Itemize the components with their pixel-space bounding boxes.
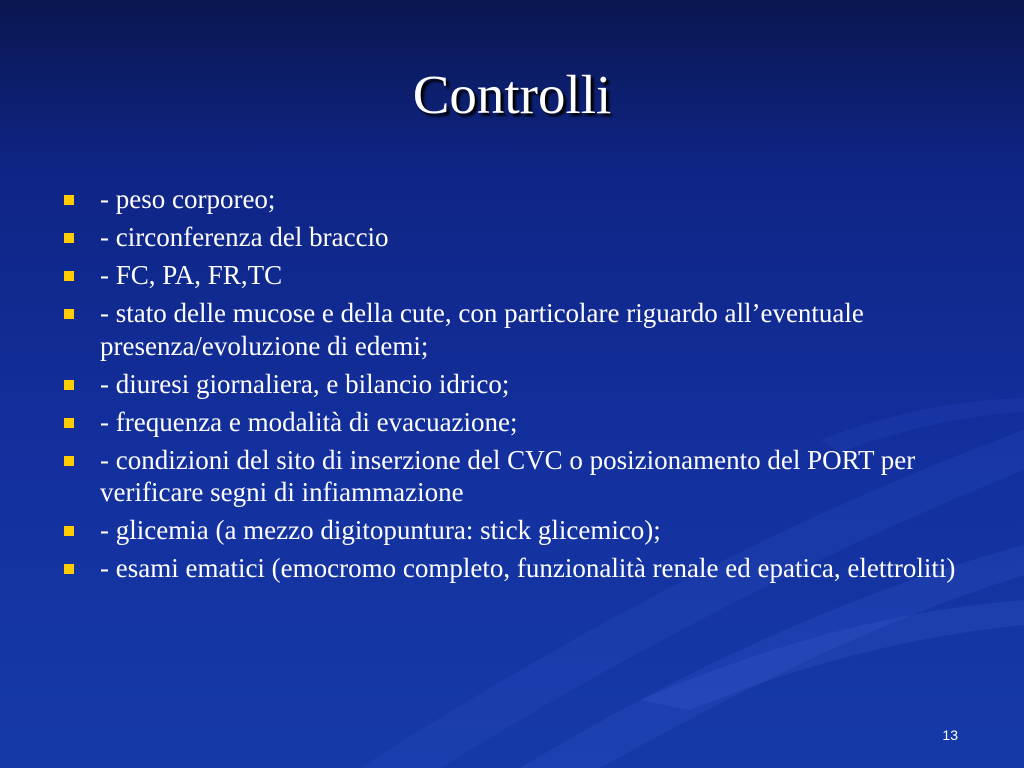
bullet-list bbox=[62, 183, 962, 590]
bullet-text: - frequenza e modalità di evacuazione; bbox=[100, 406, 518, 437]
bullet-text: - glicemia (a mezzo digitopuntura: stick glicemico); bbox=[100, 515, 661, 545]
bullet-text: - condizioni del sito di inserzione del CVC o posizionamento del PORT per verificare segni di infiammazione bbox=[100, 444, 916, 507]
square-bullet-icon bbox=[64, 195, 74, 205]
bullet-item bbox=[62, 183, 962, 216]
square-bullet-icon bbox=[64, 233, 74, 243]
square-bullet-icon bbox=[64, 380, 74, 390]
square-bullet-icon bbox=[64, 456, 74, 466]
bullet-item bbox=[62, 368, 962, 401]
page-number: 13 bbox=[942, 727, 958, 743]
square-bullet-icon bbox=[64, 418, 74, 428]
bullet-item bbox=[62, 221, 962, 254]
square-bullet-icon bbox=[64, 309, 74, 319]
bullet-item bbox=[62, 552, 962, 585]
bullet-text: - stato delle mucose e della cute, con particolare riguardo all’eventuale presenza/evoluzione di edemi; bbox=[100, 298, 864, 361]
bullet-item bbox=[62, 444, 962, 509]
square-bullet-icon bbox=[64, 564, 74, 574]
bullet-text: - circonferenza del braccio bbox=[100, 222, 389, 252]
bullet-text: - diuresi giornaliera, e bilancio idrico; bbox=[100, 368, 510, 399]
slide-title: Controlli bbox=[412, 64, 612, 125]
square-bullet-icon bbox=[64, 526, 74, 536]
bullet-item bbox=[62, 514, 962, 547]
bullet-text: - FC, PA, FR,TC bbox=[100, 260, 283, 290]
bullet-text: - esami ematici (emocromo completo, funzionalità renale ed epatica, elettroliti) bbox=[100, 553, 956, 583]
bullet-item bbox=[62, 259, 962, 292]
square-bullet-icon bbox=[64, 271, 74, 281]
bullet-item bbox=[62, 406, 962, 439]
bullet-text: - peso corporeo; bbox=[100, 184, 276, 214]
bullet-item bbox=[62, 297, 962, 362]
